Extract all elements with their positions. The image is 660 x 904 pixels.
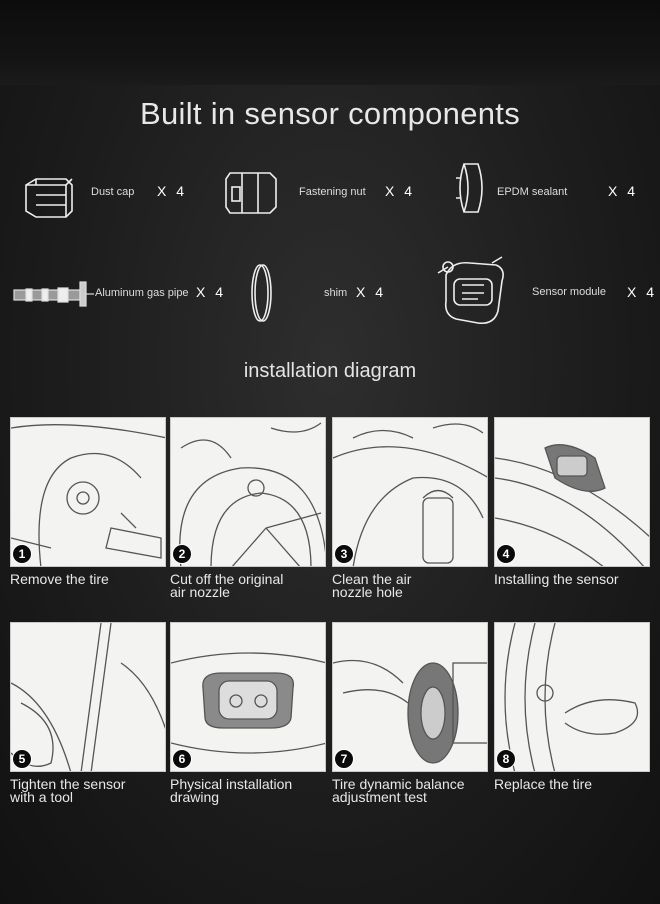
step-caption: Remove the tire bbox=[10, 571, 109, 587]
component-qty: X 4 bbox=[385, 183, 416, 199]
step-photo bbox=[332, 417, 488, 567]
component-gas-pipe bbox=[12, 268, 232, 318]
remove-tire-illustration bbox=[11, 418, 166, 567]
component-dust-cap bbox=[20, 170, 200, 225]
step-number-badge: 5 bbox=[12, 749, 32, 769]
replace-tire-illustration bbox=[495, 623, 650, 772]
fastening-nut-icon bbox=[222, 167, 282, 217]
step-caption: Cut off the original air nozzle bbox=[170, 571, 284, 600]
component-label: EPDM sealant bbox=[497, 186, 568, 198]
gas-pipe-icon bbox=[12, 272, 96, 312]
component-epdm-sealant bbox=[452, 158, 657, 218]
step-caption: Clean the air nozzle hole bbox=[332, 571, 412, 600]
step-card bbox=[10, 417, 166, 587]
step-card bbox=[10, 622, 166, 805]
step-card bbox=[332, 417, 488, 600]
step-photo bbox=[170, 622, 326, 772]
epdm-sealant-icon bbox=[452, 158, 492, 218]
tighten-sensor-illustration bbox=[11, 623, 166, 772]
step-number-badge: 3 bbox=[334, 544, 354, 564]
component-qty: X 4 bbox=[356, 284, 387, 300]
physical-drawing-illustration bbox=[171, 623, 326, 772]
clean-hole-illustration bbox=[333, 418, 488, 567]
step-number-badge: 7 bbox=[334, 749, 354, 769]
step-photo bbox=[494, 622, 650, 772]
step-number-badge: 4 bbox=[496, 544, 516, 564]
install-sensor-illustration bbox=[495, 418, 650, 567]
component-qty: X 4 bbox=[627, 284, 658, 300]
component-sensor-module bbox=[434, 255, 660, 335]
balance-test-illustration bbox=[333, 623, 488, 772]
step-card bbox=[332, 622, 488, 805]
sensor-module-icon bbox=[434, 255, 510, 333]
component-qty: X 4 bbox=[157, 183, 188, 199]
top-dark-band bbox=[0, 0, 660, 85]
step-card bbox=[170, 622, 326, 805]
page-title: Built in sensor components bbox=[140, 96, 520, 131]
component-label: Fastening nut bbox=[299, 186, 366, 198]
step-photo bbox=[10, 417, 166, 567]
step-photo bbox=[10, 622, 166, 772]
step-caption: Installing the sensor bbox=[494, 571, 619, 587]
step-photo bbox=[170, 417, 326, 567]
component-label: Aluminum gas pipe bbox=[95, 287, 189, 299]
step-photo bbox=[494, 417, 650, 567]
step-number-badge: 1 bbox=[12, 544, 32, 564]
component-qty: X 4 bbox=[196, 284, 227, 300]
step-number-badge: 8 bbox=[496, 749, 516, 769]
component-fastening-nut bbox=[222, 165, 422, 220]
step-caption: Physical installation drawing bbox=[170, 776, 293, 805]
step-caption: Tire dynamic balance adjustment test bbox=[332, 776, 465, 805]
component-qty: X 4 bbox=[608, 183, 639, 199]
component-label: Dust cap bbox=[91, 186, 135, 198]
installation-title: installation diagram bbox=[243, 360, 417, 382]
dust-cap-icon bbox=[20, 175, 76, 225]
step-card bbox=[494, 417, 650, 587]
step-number-badge: 2 bbox=[172, 544, 192, 564]
shim-icon bbox=[246, 262, 276, 324]
component-label: Sensor module bbox=[532, 286, 606, 298]
step-number-badge: 6 bbox=[172, 749, 192, 769]
component-label: shim bbox=[324, 287, 348, 299]
step-caption: Tighten the sensor with a tool bbox=[10, 776, 126, 805]
step-photo bbox=[332, 622, 488, 772]
cut-nozzle-illustration bbox=[171, 418, 326, 567]
step-caption: Replace the tire bbox=[494, 776, 593, 792]
step-card bbox=[494, 622, 650, 792]
step-card bbox=[170, 417, 326, 600]
component-shim bbox=[246, 262, 396, 324]
